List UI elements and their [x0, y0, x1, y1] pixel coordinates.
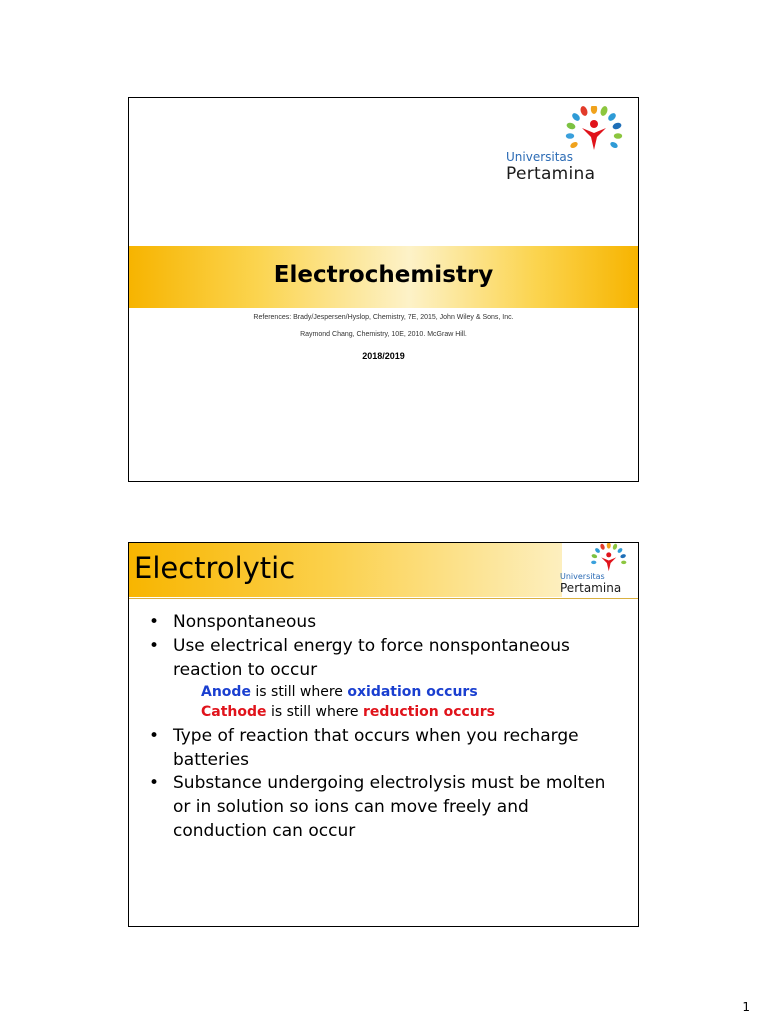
bullet-text: Type of reaction that occurs when you recharge batteries [173, 726, 579, 770]
page-number: 1 [742, 1000, 750, 1014]
reference-line: References: Brady/Jespersen/Hyslop, Chemistry, 7E, 2015, John Wiley & Sons, Inc. [253, 314, 514, 321]
content-slide [128, 542, 639, 927]
cathode-middle-text: is still where [266, 704, 363, 720]
slide-title: Electrolytic [134, 551, 296, 585]
logo-text-universitas: Universitas [560, 572, 605, 581]
anode-line [201, 682, 478, 702]
cathode-term: Cathode [201, 704, 267, 720]
pertamina-logo-icon [564, 106, 628, 152]
bullet-dot: • [149, 636, 160, 656]
logo-text-universitas: Universitas [506, 150, 574, 164]
bullet-dot: • [149, 726, 160, 746]
university-logo [562, 543, 638, 599]
bullet-text: Substance undergoing electrolysis must be molten or in solution so ions can move freely and conduction can occur [173, 773, 606, 841]
pertamina-logo-icon [590, 543, 630, 573]
title-slide [128, 97, 639, 482]
anode-term: Anode [201, 684, 251, 700]
reduction-term: reduction occurs [362, 704, 496, 720]
oxidation-term: oxidation occurs [347, 684, 478, 700]
logo-text-pertamina: Pertamina [560, 581, 622, 595]
bullet-dot: • [149, 612, 160, 632]
bullet-dot: • [149, 773, 160, 793]
academic-year: 2018/2019 [362, 351, 405, 361]
cathode-line [201, 702, 495, 722]
slide-title: Electrochemistry [273, 262, 494, 288]
bullet-text: Use electrical energy to force nonspontaneous reaction to occur [173, 636, 570, 680]
header-divider [129, 598, 638, 599]
reference-line: Raymond Chang, Chemistry, 10E, 2010. McGraw Hill. [300, 331, 467, 338]
logo-text-pertamina: Pertamina [506, 164, 596, 184]
anode-middle-text: is still where [250, 684, 348, 700]
university-logo [506, 106, 628, 188]
bullet-text: Nonspontaneous [173, 612, 317, 632]
